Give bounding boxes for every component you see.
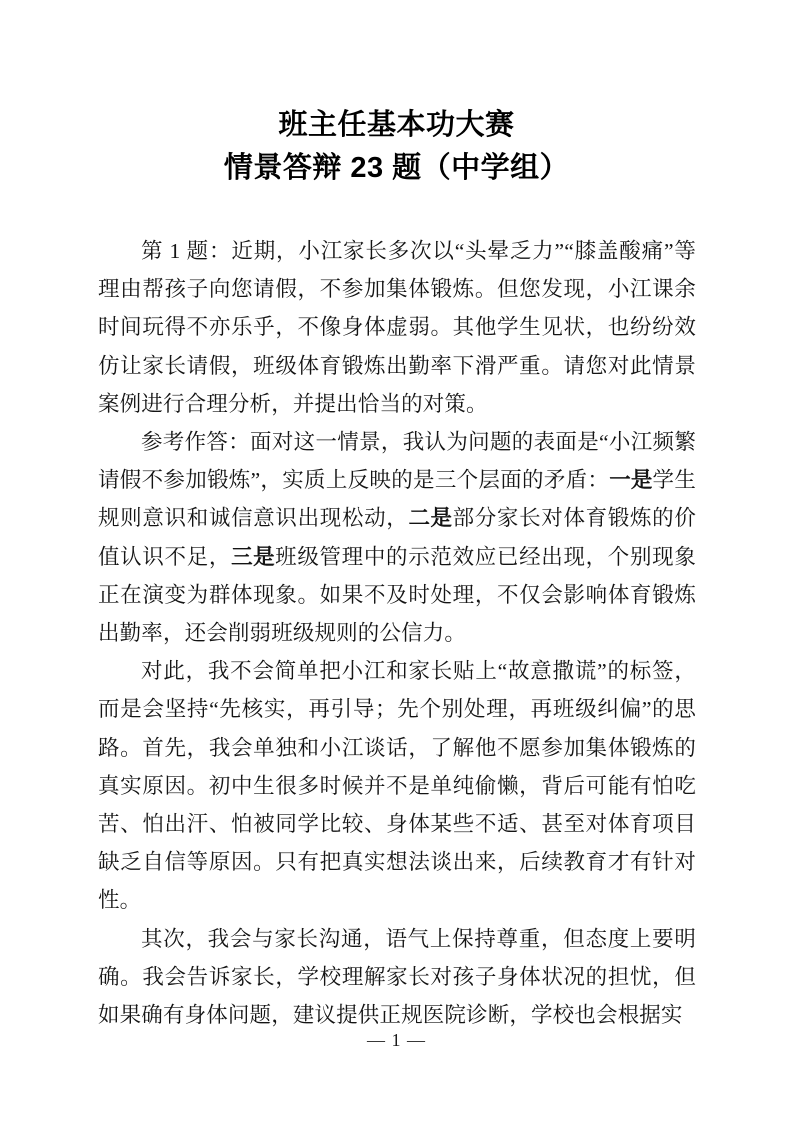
- text-run: 学生规则意识和诚信意识出现松动，: [98, 468, 696, 531]
- text-run: 班级管理中的示范效应已经出现，个别现象正在演变为群体现象。如果不及时处理，不仅会影响体育锻炼出勤率，还会削弱班级规则的公信力。: [98, 544, 696, 646]
- emphasis-run: 三是: [231, 544, 276, 569]
- paragraph-approach-second-step: [98, 920, 696, 1035]
- page-number: — 1 —: [367, 1030, 426, 1050]
- document-title: [0, 104, 793, 190]
- text-run: 其次，我会与家长沟通，语气上保持尊重，但态度上要明确。我会告诉家长，学校理解家长对孩子身体状况的担忧，但如果确有身体问题，建议提供正规医院诊断，学校也会根据实: [98, 926, 696, 1028]
- emphasis-run: 二是: [408, 506, 453, 531]
- text-run: 参考作答：面对这一情景，我认为问题的表面是“小江频繁请假不参加锻炼”，实质上反映的是三个层面的矛盾：: [98, 430, 696, 493]
- text-run: 第 1 题：近期，小江家长多次以“头晕乏力”“膝盖酸痛”等理由帮孩子向您请假，不参加集体锻炼。但您发现，小江课余时间玩得不亦乐乎，不像身体虚弱。其他学生见状，也纷纷效仿让家长请假，班级体育锻炼出勤率下滑严重。请您对此情景案例进行合理分析，并提出恰当的对策。: [98, 239, 696, 416]
- title-line-2: 情景答辩 23 题（中学组）: [223, 152, 570, 184]
- document-body: [98, 232, 696, 1034]
- page-footer: [0, 1028, 793, 1052]
- paragraph-reference-answer-analysis: [98, 423, 696, 652]
- text-run: 部分家长对体育锻炼的价值认识不足，: [98, 506, 696, 569]
- paragraph-question-1: [98, 232, 696, 423]
- title-line-1: 班主任基本功大赛: [278, 109, 515, 141]
- emphasis-run: 一是: [609, 468, 653, 493]
- paragraph-approach-first-step: [98, 652, 696, 919]
- text-run: 对此，我不会简单把小江和家长贴上“故意撒谎”的标签，而是会坚持“先核实，再引导；先个别处理，再班级纠偏”的思路。首先，我会单独和小江谈话，了解他不愿参加集体锻炼的真实原因。初中生很多时候并不是单纯偷懒，背后可能有怕吃苦、怕出汗、怕被同学比较、身体某些不适、甚至对体育项目缺乏自信等原因。只有把真实想法谈出来，后续教育才有针对性。: [98, 659, 696, 913]
